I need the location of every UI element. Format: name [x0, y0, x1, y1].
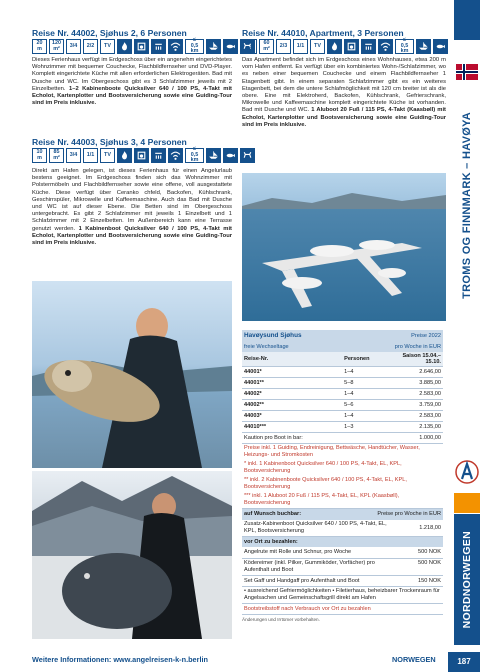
- col-reise-header: Reise-Nr.: [242, 352, 342, 367]
- price-table: [242, 330, 443, 622]
- table-row: [242, 367, 443, 378]
- wifi-icon: [168, 39, 183, 54]
- photo-angler-cod: [32, 281, 232, 468]
- description-44003: [32, 168, 232, 247]
- row-nr: 44003*: [242, 411, 342, 422]
- area-icon: 60 m²: [259, 39, 274, 54]
- table-row: [242, 411, 443, 422]
- shop-distance-icon: ≤ 0,5 km: [185, 39, 204, 54]
- side-tab-top: [454, 0, 480, 40]
- shower-icon: [151, 148, 166, 163]
- tv-icon: TV: [310, 39, 325, 54]
- washer-icon: [134, 39, 149, 54]
- side-tab-orange: [454, 493, 480, 513]
- distance-water-icon: 20 m: [32, 39, 47, 54]
- row-nr: 44001**: [242, 378, 342, 389]
- fire-icon: [327, 39, 342, 54]
- row-persons: 1–3: [342, 422, 396, 433]
- optional-header: auf Wunsch buchbar:: [244, 511, 302, 518]
- table-row: [242, 422, 443, 433]
- gaff-label: Set Gaff und Handgaff pro Aufenthalt und Boot: [242, 575, 396, 586]
- angel-value: 500 NOK: [396, 547, 443, 558]
- table-subtitle: freie Wechseltage: [244, 343, 289, 350]
- description-44010: [242, 57, 446, 129]
- region-label-text: TROMS OG FINNMARK – HAVØYA: [461, 112, 473, 299]
- amenity-icons-44002: [32, 39, 255, 54]
- rooms-icon: 3/4: [66, 39, 81, 54]
- bath-icon: 2/2: [83, 39, 98, 54]
- col-season-header: Saison 15.04.–15.10.: [396, 352, 443, 367]
- zusatz-value: 1.218,00: [396, 520, 443, 537]
- rooms-icon: 3/4: [66, 148, 81, 163]
- fish-icon: [223, 39, 238, 54]
- shop-distance-icon: ≤ 0,5 km: [185, 148, 204, 163]
- local-payment-header: vor Ort zu bezahlen:: [244, 538, 298, 545]
- boat-icon: [206, 39, 221, 54]
- footer-country: NORWEGEN: [392, 655, 436, 664]
- bath-icon: 1/1: [83, 148, 98, 163]
- col-personen-header: Personen: [342, 352, 396, 367]
- shower-icon: [151, 39, 166, 54]
- heading-44010: Reise Nr. 44010, Apartment, 3 Personen: [242, 28, 404, 38]
- kaution-value: 1.000,00: [396, 433, 443, 444]
- heading-44003: Reise Nr. 44003, Sjøhus 3, 4 Personen: [32, 137, 187, 147]
- area-icon: 120 m²: [49, 39, 64, 54]
- facilities-note: • ausreichend Gefriermöglichkeiten • Filetierhaus, beheizbarer Trockenraum für Angelsachen und Gemeinschaftsgrill direkt am Hafen: [242, 586, 443, 603]
- changes-note: Änderungen und Irrtümer vorbehalten.: [242, 616, 320, 622]
- photo-harbor-boats: [242, 173, 446, 321]
- distance-water-icon: 20 m: [242, 39, 257, 54]
- fuel-note: Bootstreibstoff nach Verbrauch vor Ort zu bezahlen: [242, 603, 443, 614]
- koeder-label: Ködereimer (inkl. Pilker, Gummiköder, Vorfächer) pro Aufenthalt und Boot: [242, 558, 396, 575]
- boat-icon: [416, 39, 431, 54]
- row-price: 3.759,00: [396, 400, 443, 411]
- fish-icon: [223, 148, 238, 163]
- rooms-icon: 2/3: [276, 39, 291, 54]
- footer-info: Weitere Informationen: www.angelreisen-k-n.berlin: [32, 655, 208, 664]
- row-nr: 44002*: [242, 389, 342, 400]
- row-nr: 44010***: [242, 422, 342, 433]
- side-tab-country: [454, 514, 480, 645]
- inclusive-note: Preise inkl. 1 Guiding, Endreinigung, Bettwäsche, Handtücher, Wasser, Heizungs- und Stromkosten: [244, 445, 420, 458]
- description-44010-text: Das Apartment befindet sich im Erdgeschoss eines Wohnhauses, etwa 200 m vom Hafen entfernt. Es verfügt über ein kombiniertes Wohn-/Schlafzimmer, wo es neben einer bequemen Couchecke und einem Flachbildfernseher 1 Etagenbett gibt. In einem separaten Schlafzimmer gibt es ein weiteres Etagenbett, bei dem die untere Schlafmöglichkeit mit 120 cm breiter ist als die obere. Eine mit Elektroherd, Backofen, Kühlschrank, Gefrierschrank, Mikrowelle und Kaffeemaschine komplett eingerichtete Küche ist vorhanden. Bad mit Dusche und WC.: [242, 57, 446, 114]
- brand-logo: [454, 455, 480, 489]
- description-44002-text: Dieses Ferienhaus verfügt im Erdgeschoss über ein angenehm eingerichtetes Wohnzimmer mit bequemer Couchecke, Flachbildfernseher und DVD-Player. Komplett eingerichtete Küche mit allen erforderlichen Elektrogeräten. Bad mit Dusche und WC. Im Obergeschoss gibt es 3 Schlafzimmer jeweils mit 2 Einzelbetten.: [32, 57, 232, 92]
- fire-icon: [117, 148, 132, 163]
- row-price: 2.135,00: [396, 422, 443, 433]
- table-row: [242, 389, 443, 400]
- photo-angler-halibut: [32, 471, 232, 639]
- bath-icon: 1/1: [293, 39, 308, 54]
- gaff-value: 150 NOK: [396, 575, 443, 586]
- norway-flag: [454, 64, 480, 80]
- table-price-title: Preise 2022: [411, 332, 441, 339]
- heading-44002: Reise Nr. 44002, Sjøhus 2, 6 Personen: [32, 28, 187, 38]
- pet-icon: [240, 148, 255, 163]
- footnote-3: *** inkl. 1 Aluboot 20 Fuß / 115 PS, 4-Takt, EL, KPL (Kaasbøll), Bootsversicherung: [242, 492, 443, 509]
- optional-header-right: Preise pro Woche in EUR: [377, 511, 441, 518]
- table-row: [242, 378, 443, 389]
- table-row: [242, 400, 443, 411]
- row-price: 3.885,00: [396, 378, 443, 389]
- amenity-icons-44010: [242, 39, 448, 54]
- table-title: Havøysund Sjøhus: [244, 332, 302, 339]
- wifi-icon: [168, 148, 183, 163]
- zusatz-label: Zusatz-Kabinenboot Quicksilver 640 / 100 PS, 4-Takt, EL, KPL, Bootsversicherung: [242, 520, 396, 537]
- fire-icon: [117, 39, 132, 54]
- row-persons: 1–4: [342, 367, 396, 378]
- row-persons: 5–8: [342, 378, 396, 389]
- row-persons: 5–6: [342, 400, 396, 411]
- region-label: [454, 88, 480, 323]
- area-icon: 85 m²: [49, 148, 64, 163]
- angel-label: Angelrute mit Rolle und Schnur, pro Woche: [242, 547, 396, 558]
- row-persons: 1–4: [342, 389, 396, 400]
- row-price: 2.583,00: [396, 389, 443, 400]
- koeder-value: 500 NOK: [396, 558, 443, 575]
- washer-icon: [344, 39, 359, 54]
- description-44003-bold: 1 Kabinenboot Quicksilver 640 / 100 PS, 4-Takt mit Echolot, Kartenplotter und Bootsversicherung sowie eine Guiding-Tour sind im Preis inklusive.: [32, 225, 232, 247]
- tv-icon: TV: [100, 148, 115, 163]
- wifi-icon: [378, 39, 393, 54]
- footnote-1: * inkl. 1 Kabinenboot Quicksilver 640 / 100 PS, 4-Takt, EL, KPL, Bootsversicherung: [244, 461, 402, 474]
- footnote-2: ** inkl. 2 Kabinenboote Quicksilver 640 / 100 PS, 4-Takt, EL, KPL, Bootsversicherung: [244, 477, 407, 490]
- row-nr: 44001*: [242, 367, 342, 378]
- washer-icon: [134, 148, 149, 163]
- amenity-icons-44003: [32, 148, 255, 163]
- description-44002: [32, 57, 232, 107]
- shop-distance-icon: ≤ 0,5 km: [395, 39, 414, 54]
- page-number: 187: [448, 652, 480, 672]
- boat-icon: [206, 148, 221, 163]
- row-nr: 44002**: [242, 400, 342, 411]
- kaution-label: Kaution pro Boot in bar:: [242, 433, 396, 444]
- description-44010-bold: 1 Aluboot 20 Fuß / 115 PS, 4-Takt (Kaasbøll) mit Echolot, Kartenplotter und Bootsversicherung sowie eine Guiding-Tour sind im Preis inklusive.: [242, 107, 446, 128]
- description-44002-bold: 1–2 Kabinenboote Quicksilver 640 / 100 PS, 4-Takt mit Echolot, Kartenplotter und Bootsversicherung sowie eine Guiding-Tour sind im Preis inklusive.: [32, 85, 232, 107]
- row-price: 2.583,00: [396, 411, 443, 422]
- fish-icon: [433, 39, 448, 54]
- tv-icon: TV: [100, 39, 115, 54]
- table-price-sub: pro Woche in EUR: [394, 343, 441, 350]
- row-persons: 1–4: [342, 411, 396, 422]
- distance-water-icon: 10 m: [32, 148, 47, 163]
- description-44003-text: Direkt am Hafen gelegen, ist dieses Ferienhaus für einen Angelurlaub bestens geeignet. Im Erdgeschoss finden sich das Wohnzimmer mit Polstermöbeln und Flachbildfernseher sowie eine offene, voll ausgestattete Küche. Diese verfügt über Ceranko chfeld, Backofen, Kühlschrank, Geschirrspüler, Mikrowelle und Kaffeemaschine. Auch das Bad mit Dusche und WC ist auf dieser Ebene. Die Betten sind im Obergeschoss untergebracht. Es gibt 2 Schlafzimmer mit jeweils 1 Einzelbett und 1 Schlafzimmer mit 2 Einzelbetten. Im Außenbereich kann eine Terrasse genutzt werden.: [32, 168, 232, 232]
- shower-icon: [361, 39, 376, 54]
- side-country-text: NORDNORWEGEN: [461, 530, 473, 629]
- row-price: 2.646,00: [396, 367, 443, 378]
